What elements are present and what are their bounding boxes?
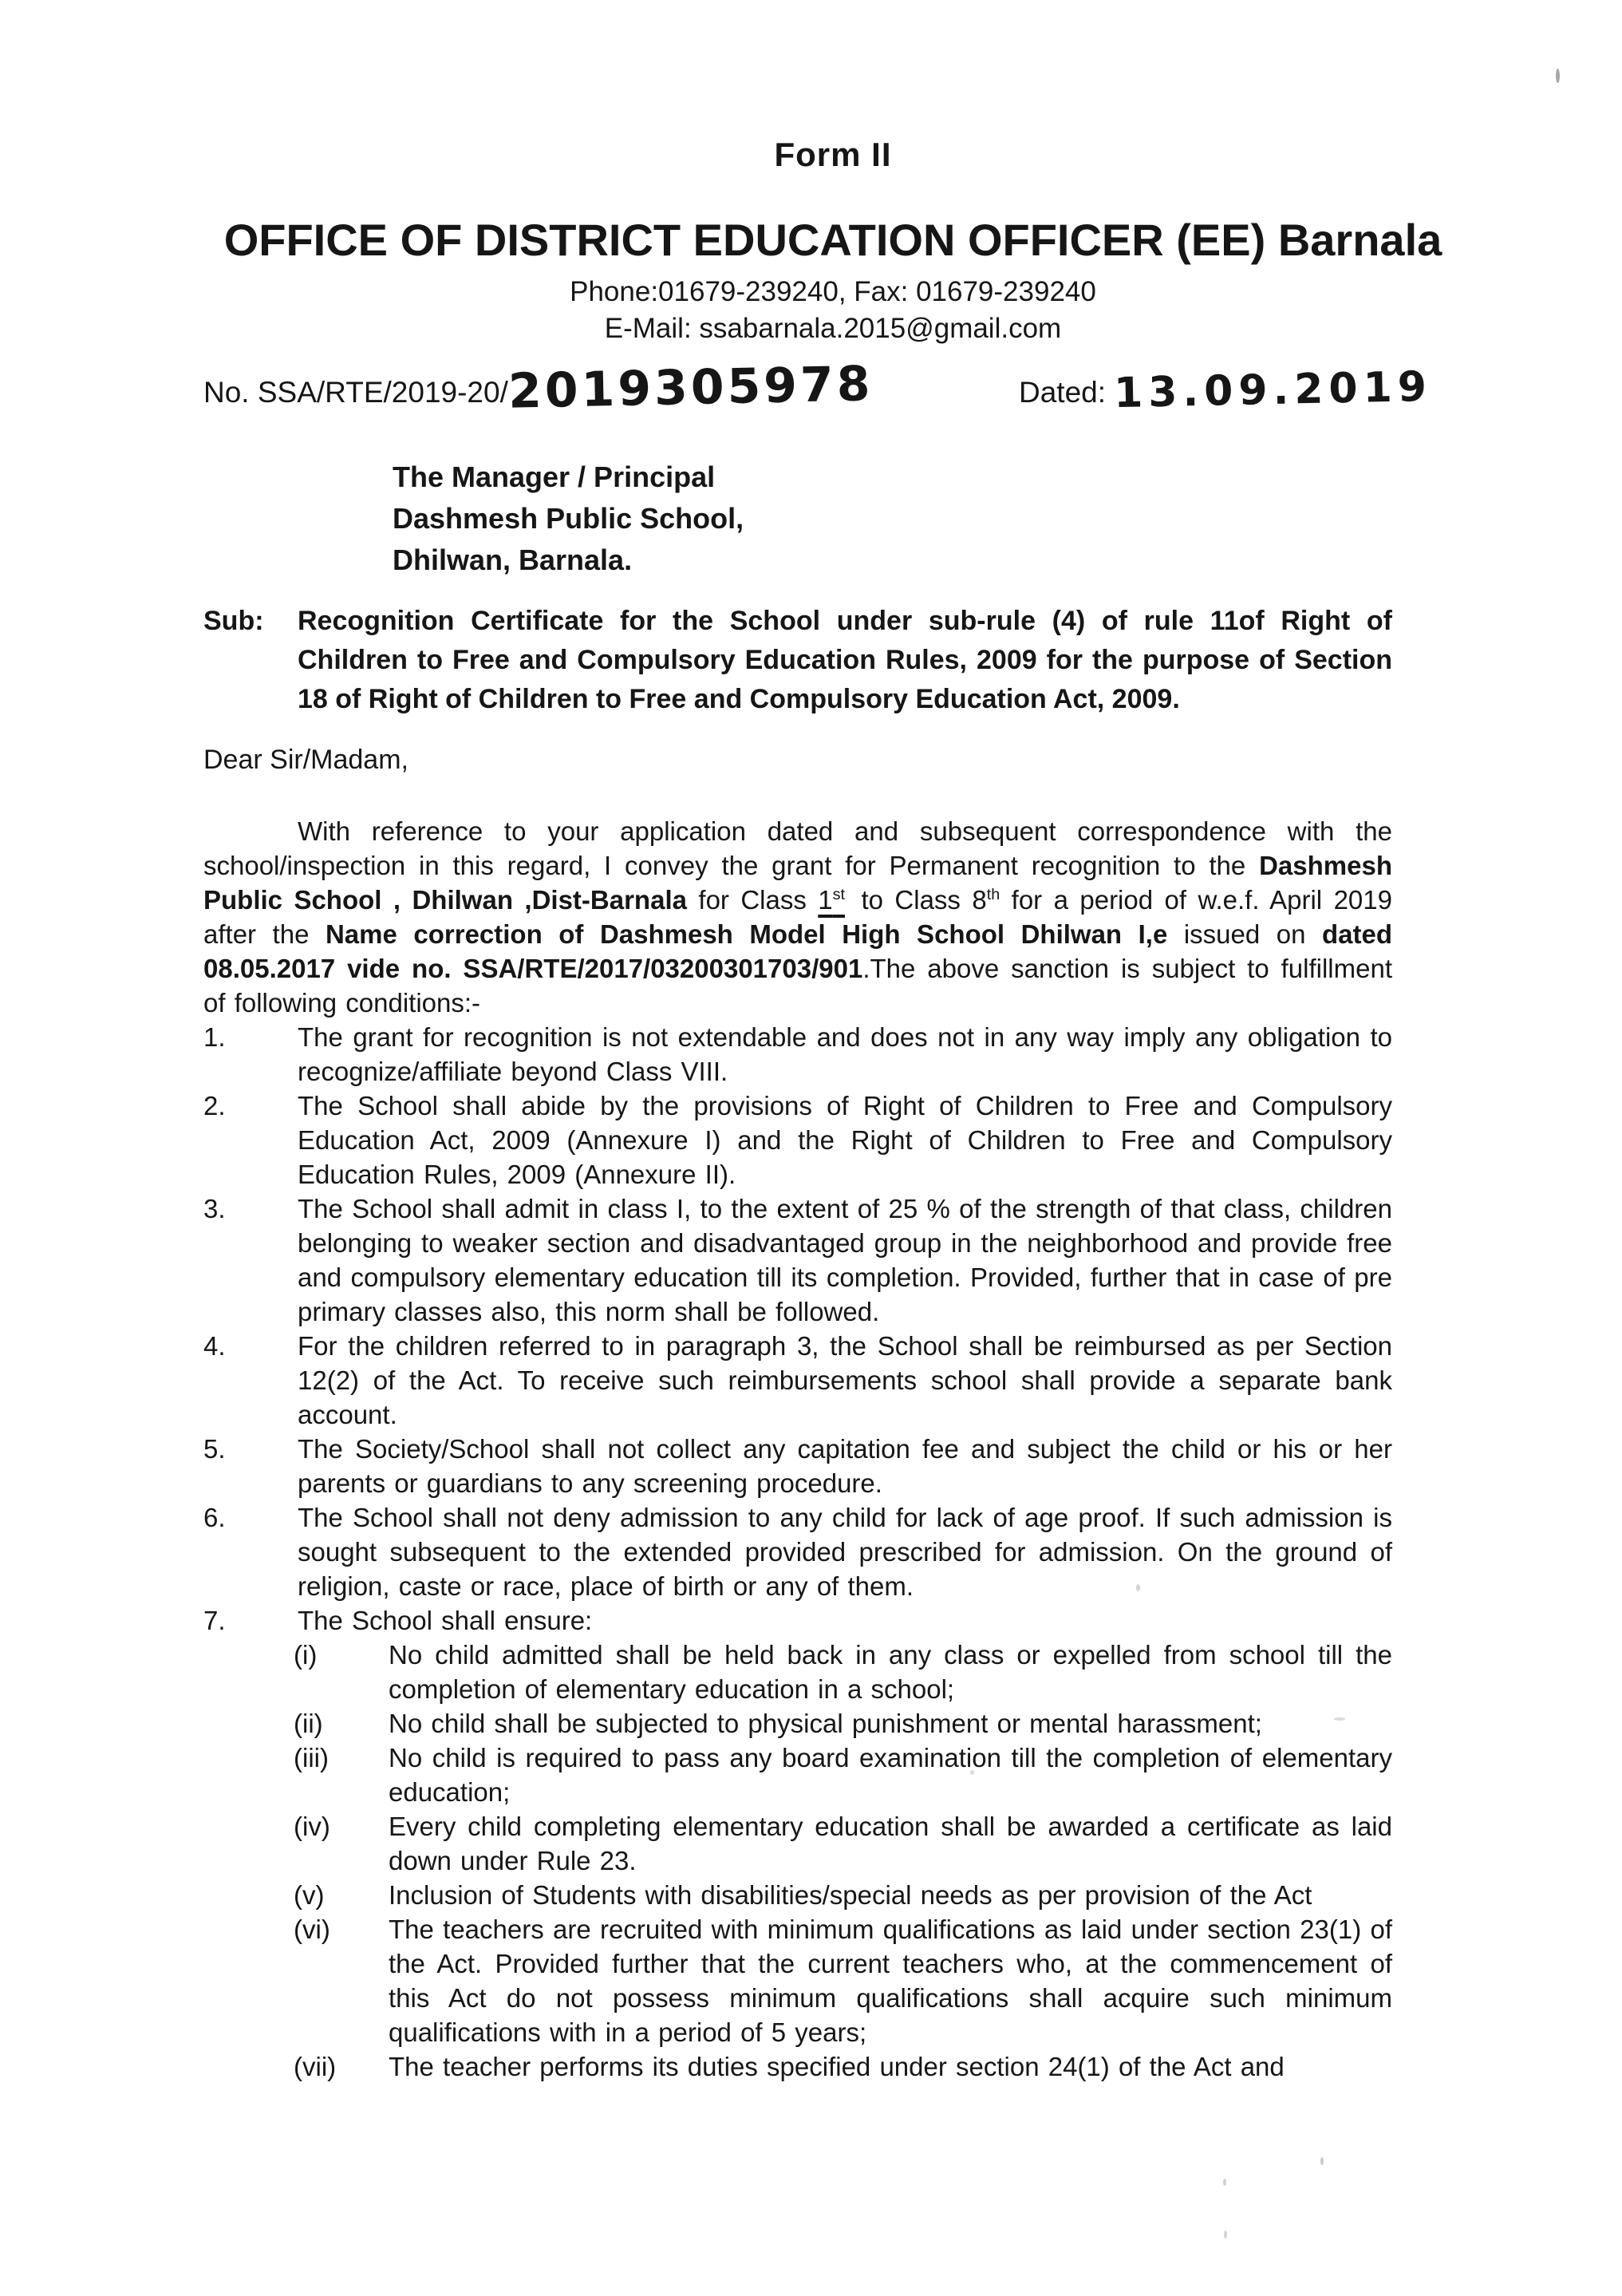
sub-condition-item-iii <box>203 1741 1392 1809</box>
sub-condition-number: (ii) <box>294 1709 323 1738</box>
sub-condition-item-v <box>203 1878 1392 1912</box>
condition-number: 7. <box>203 1606 226 1635</box>
body-run-5: issued on <box>1167 919 1322 949</box>
body-run-2: for Class <box>686 885 819 915</box>
condition-text: The School shall not deny admission to any child for lack of age proof. If such admission is sought subsequent to the extended provided prescribed for admission. On the ground of religion, caste or race, place of birth or any of them. <box>298 1503 1392 1601</box>
condition-item-5 <box>203 1432 1392 1500</box>
body-run-6: .The above sanction is subject to fulfillment of following conditions:- <box>203 954 1392 1018</box>
addressee-block <box>393 456 1392 581</box>
condition-text: The Society/School shall not collect any capitation fee and subject the child or his or her parents or guardians to any screening procedure. <box>298 1434 1392 1498</box>
office-title: OFFICE OF DISTRICT EDUCATION OFFICER (EE) Barnala <box>223 215 1442 265</box>
subject-block <box>203 602 1392 719</box>
condition-number: 6. <box>203 1503 226 1532</box>
scan-speck <box>1334 1717 1345 1721</box>
condition-number: 3. <box>203 1194 226 1223</box>
sub-condition-number: (iv) <box>294 1812 330 1841</box>
form-title: Form II <box>774 136 892 173</box>
date-label: Dated: <box>1019 376 1107 409</box>
addressee-line-3: Dhilwan, Barnala. <box>393 543 633 576</box>
class-to-number: 8 <box>972 885 987 915</box>
body-run-3: to Class <box>850 885 973 915</box>
condition-item-2 <box>203 1089 1392 1191</box>
body-run-4: for a period of w.e.f. April 2019 after the <box>203 885 1392 949</box>
sub-condition-text: No child admitted shall be held back in any class or expelled from school till the completion of elementary education in a school; <box>389 1640 1392 1704</box>
phone-fax-line: Phone:01679-239240, Fax: 01679-239240 <box>570 276 1096 307</box>
sub-condition-text: The teachers are recruited with minimum qualifications as laid under section 23(1) of the Act. Provided further that the current teachers who, at the commencement of this Act do not possess minimum qualifications shall acquire such minimum qualifications with in a period of 5 years; <box>389 1915 1392 2047</box>
reference-date <box>1019 362 1433 418</box>
sub-condition-number: (v) <box>294 1880 325 1910</box>
sub-condition-item-vi <box>203 1912 1392 2049</box>
condition-text: The grant for recognition is not extendable and does not in any way imply any obligation to recognize/affiliate beyond Class VIII. <box>298 1022 1392 1086</box>
subject-text: Recognition Certificate for the School under sub-rule (4) of rule 11of Right of Children to Free and Compulsory Education Rules, 2009 for the purpose of Section 18 of Right of Children to Free and Compulsory Education Act, 2009. <box>298 606 1392 714</box>
reference-number <box>203 356 874 420</box>
sub-condition-text: Inclusion of Students with disabilities/special needs as per provision of the Act <box>389 1880 1312 1910</box>
scan-speck <box>1136 1584 1140 1591</box>
sub-condition-number: (vii) <box>294 2052 337 2081</box>
subject-label: Sub: <box>203 606 264 636</box>
condition-number: 4. <box>203 1331 226 1361</box>
condition-item-6 <box>203 1500 1392 1603</box>
condition-text: The School shall admit in class I, to the extent of 25 % of the strength of that class, children belonging to weaker section and disadvantaged group in the neighborhood and provide free and compulsory elementary education till its completion. Provided, further that in case of pre primary classes also, this norm shall be followed. <box>298 1194 1392 1326</box>
reference-number-label: No. SSA/RTE/2019-20/ <box>203 376 508 409</box>
class-from-number: 1 <box>818 885 833 915</box>
class-to <box>972 885 1000 915</box>
condition-number: 5. <box>203 1434 226 1464</box>
scan-speck <box>1320 2157 1324 2165</box>
letterhead <box>0 0 1622 347</box>
scan-speck <box>1556 69 1560 83</box>
sub-condition-text: Every child completing elementary education shall be awarded a certificate as laid down under Rule 23. <box>389 1812 1392 1875</box>
condition-text: The School shall ensure: <box>298 1606 593 1635</box>
condition-text: The School shall abide by the provisions of Right of Children to Free and Compulsory Education Act, 2009 (Annexure I) and the Right of Children to Free and Compulsory Education Rules, 2009 (Annexure II). <box>298 1091 1392 1189</box>
scan-speck <box>1224 2231 1227 2239</box>
scan-speck <box>1223 2179 1226 2186</box>
reference-number-handwritten: 2019305978 <box>507 356 874 420</box>
letter-body <box>203 356 1433 2084</box>
condition-item-4 <box>203 1329 1392 1432</box>
condition-item-1 <box>203 1020 1392 1089</box>
addressee-line-2: Dashmesh Public School, <box>393 502 744 535</box>
salutation: Dear Sir/Madam, <box>203 745 408 775</box>
sub-condition-item-iv <box>203 1809 1392 1878</box>
condition-number: 2. <box>203 1091 226 1120</box>
sub-condition-item-vii <box>203 2049 1392 2084</box>
condition-item-3 <box>203 1191 1392 1329</box>
condition-text: For the children referred to in paragraph 3, the School shall be reimbursed as per Section 12(2) of the Act. To receive such reimbursements school shall provide a separate bank account. <box>298 1331 1392 1429</box>
sub-condition-number: (vi) <box>294 1915 330 1944</box>
sub-condition-text: No child shall be subjected to physical punishment or mental harassment; <box>389 1709 1262 1738</box>
class-from <box>818 885 850 915</box>
sub-condition-number: (i) <box>294 1640 318 1670</box>
reference-row <box>203 356 1433 434</box>
class-to-ordinal: th <box>986 886 1000 903</box>
name-correction-bold: Name correction of Dashmesh Model High School Dhilwan I,e <box>325 919 1168 949</box>
sub-condition-text: No child is required to pass any board examination till the completion of elementary education; <box>389 1743 1392 1807</box>
email-line: E-Mail: ssabarnala.2015@gmail.com <box>604 313 1062 344</box>
condition-item-7 <box>203 1603 1392 1638</box>
body-paragraph <box>203 814 1392 1020</box>
date-handwritten: 13.09.2019 <box>1113 362 1433 418</box>
sub-condition-item-i <box>203 1638 1392 1706</box>
school-name-bold: Dashmesh Public School , Dhilwan ,Dist-Barnala <box>203 851 1392 915</box>
sub-condition-item-ii <box>203 1706 1392 1741</box>
addressee-line-1: The Manager / Principal <box>393 460 716 493</box>
scan-speck <box>970 1770 974 1775</box>
sub-condition-text: The teacher performs its duties specified under section 24(1) of the Act and <box>389 2052 1285 2081</box>
class-from-ordinal: st <box>832 886 846 903</box>
vide-number-bold: dated 08.05.2017 vide no. SSA/RTE/2017/03200301703/901 <box>203 919 1392 983</box>
condition-number: 1. <box>203 1022 226 1052</box>
sub-condition-number: (iii) <box>294 1743 329 1772</box>
body-run-1: With reference to your application dated and subsequent correspondence with the school/inspection in this regard, I convey the grant for Permanent recognition to the <box>203 816 1392 880</box>
